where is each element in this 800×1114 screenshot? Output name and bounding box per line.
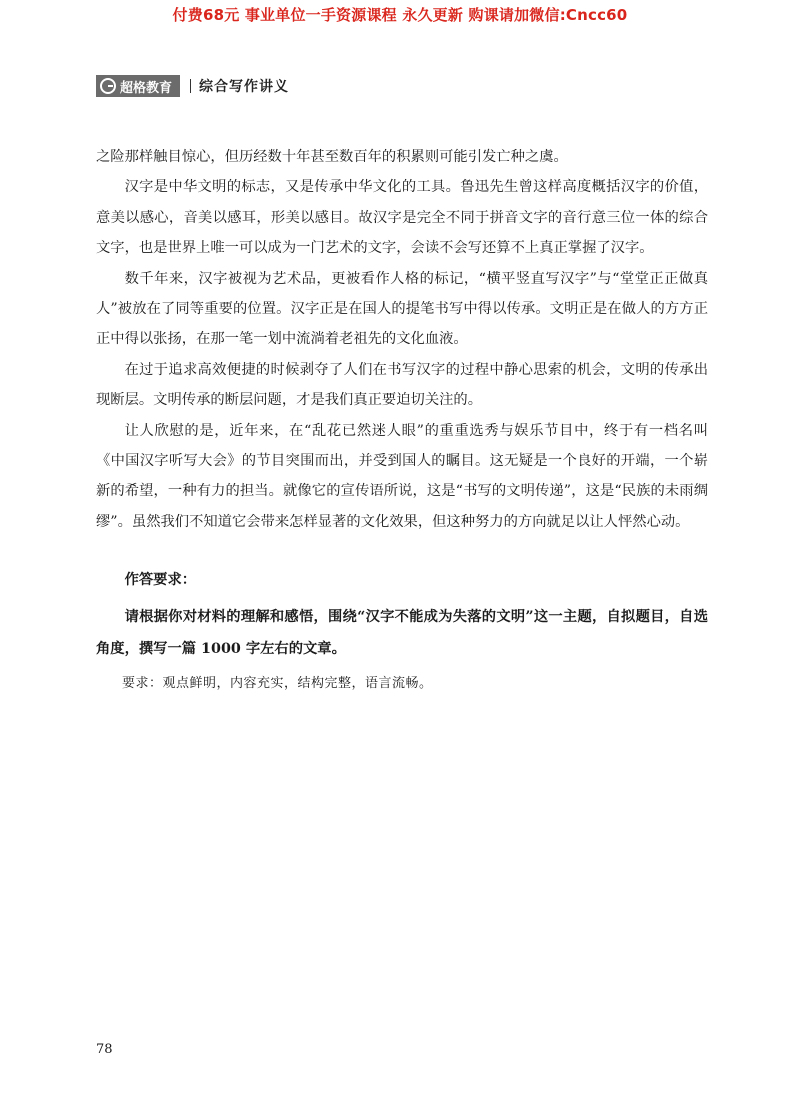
logo-text: 超格教育 [120,80,173,96]
header-title: 综合写作讲义 [199,79,290,95]
header-divider [190,79,191,93]
paragraph: 数千年来，汉字被视为艺术品，更被看作人格的标记，“横平竖直写汉字”与“堂堂正正做真人”被放在了同等重要的位置。汉字正是在国人的提笔书写中得以传承。文明正是在做人的方方正正中得以张扬，在那一笔一划中流淌着老祖先的文化血液。 [96,270,708,348]
page-header [96,74,289,98]
article-body [96,142,708,699]
paragraph: 在过于追求高效便捷的时候剥夺了人们在书写汉字的过程中静心思索的机会，文明的传承出现断层。文明传承的断层问题，才是我们真正要迫切关注的。 [96,361,708,409]
paragraph-continued: 之险那样触目惊心，但历经数十年甚至数百年的积累则可能引发亡种之虞。 [96,149,568,165]
paragraph: 汉字是中华文明的标志，又是传承中华文化的工具。鲁迅先生曾这样高度概括汉字的价值，意美以感心，音美以感耳，形美以感目。故汉字是完全不同于拼音文字的音行意三位一体的综合文字，也是世界上唯一可以成为一门艺术的文字，会读不会写还算不上真正掌握了汉字。 [96,179,708,257]
logo-g-icon [100,78,116,94]
page-number: 78 [96,1042,113,1057]
requirements-note: 要求：观点鲜明，内容充实，结构完整，语言流畅。 [122,676,433,692]
answer-requirements [96,565,708,699]
paragraph: 让人欣慰的是，近年来，在“乱花已然迷人眼”的重重选秀与娱乐节目中，终于有一档名叫《中国汉字听写大会》的节目突围而出，并受到国人的瞩目。这无疑是一个良好的开端，一个崭新的希望，一种有力的担当。就像它的宣传语所说，这是“书写的文明传递”，这是“民族的未雨绸缪”。虽然我们不知道它会带来怎样显著的文化效果，但这种努力的方向就足以让人怦然心动。 [96,422,708,530]
brand-logo [96,75,180,97]
requirements-body: 请根据你对材料的理解和感悟，围绕“汉字不能成为失落的文明”这一主题，自拟题目，自选角度，撰写一篇 1000 字左右的文章。 [96,609,708,658]
watermark-banner: 付费68元 事业单位一手资源课程 永久更新 购课请加微信:Cncc60 [172,6,628,24]
requirements-title: 作答要求： [124,572,197,589]
